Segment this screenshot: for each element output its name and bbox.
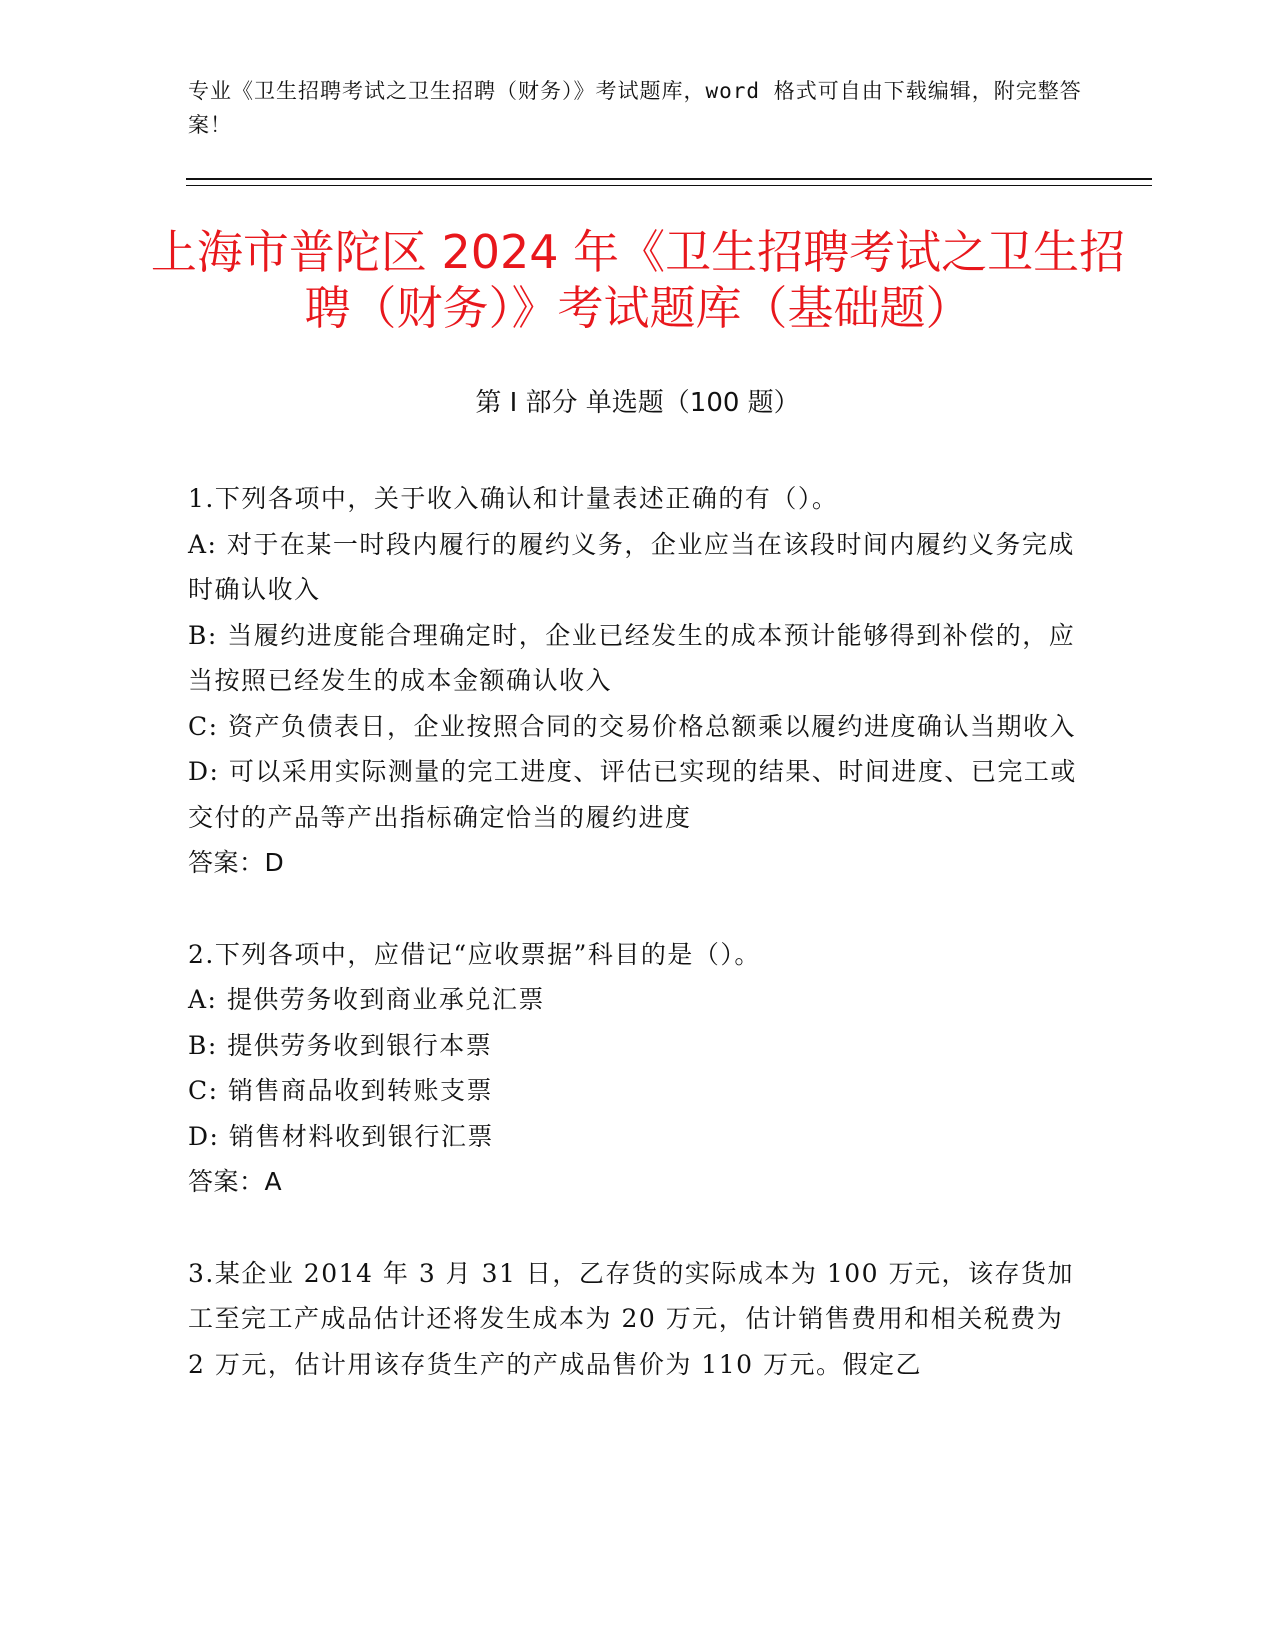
option-a: A: 对于在某一时段内履行的履约义务，企业应当在该段时间内履约义务完成时确认收入 bbox=[188, 529, 1075, 604]
answer: 答案：A bbox=[188, 1167, 283, 1196]
option-a: A: 提供劳务收到商业承兑汇票 bbox=[188, 985, 545, 1014]
question-stem: 1.下列各项中，关于收入确认和计量表述正确的有（）。 bbox=[188, 484, 839, 513]
question-3 bbox=[188, 1251, 1088, 1388]
option-d: D: 可以采用实际测量的完工进度、评估已实现的结果、时间进度、已完工或交付的产品等产出指标确定恰当的履约进度 bbox=[188, 757, 1077, 832]
question-1 bbox=[188, 476, 1088, 886]
option-b: B: 当履约进度能合理确定时，企业已经发生的成本预计能够得到补偿的，应当按照已经发生的成本金额确认收入 bbox=[188, 620, 1076, 695]
question-stem: 3.某企业 2014 年 3 月 31 日，乙存货的实际成本为 100 万元，该存货加工至完工产成品估计还将发生成本为 20 万元，估计销售费用和相关税费为 2 万元，估计用该存货生产的产成品售价为 110 万元。假定乙 bbox=[188, 1258, 1074, 1379]
question-2 bbox=[188, 932, 1088, 1205]
header-rule-thick bbox=[186, 178, 1152, 180]
question-list bbox=[188, 476, 1088, 1433]
header-rule-thin bbox=[186, 185, 1152, 186]
option-d: D: 销售材料收到银行汇票 bbox=[188, 1121, 494, 1151]
document-title: 上海市普陀区 2024 年《卫生招聘考试之卫生招聘（财务）》考试题库（基础题） bbox=[150, 225, 1126, 335]
question-stem: 2.下列各项中，应借记“应收票据”科目的是（）。 bbox=[188, 939, 761, 969]
section-heading: 第 I 部分 单选题（100 题） bbox=[475, 388, 800, 418]
option-b: B: 提供劳务收到银行本票 bbox=[188, 1030, 493, 1060]
option-c: C: 资产负债表日，企业按照合同的交易价格总额乘以履约进度确认当期收入 bbox=[188, 711, 1077, 741]
answer: 答案：D bbox=[188, 848, 285, 877]
header-note: 专业《卫生招聘考试之卫生招聘（财务）》考试题库，word 格式可自由下载编辑，附完整答案！ bbox=[188, 79, 1082, 137]
option-c: C: 销售商品收到转账支票 bbox=[188, 1076, 493, 1105]
